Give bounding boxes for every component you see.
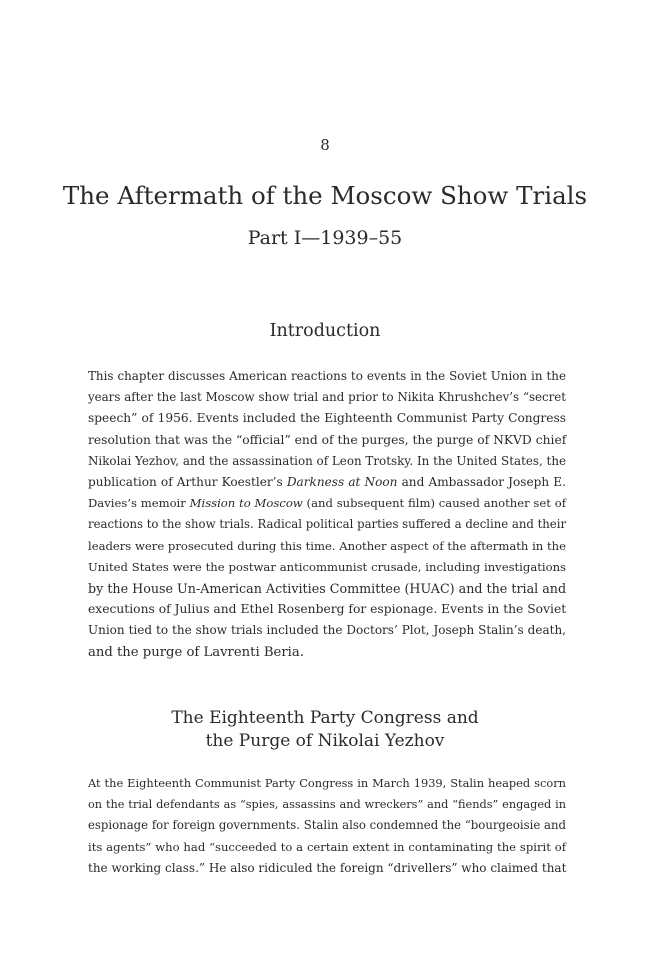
book-title-italic: Mission to Moscow [189, 496, 303, 511]
paragraph-line: Union tied to the show trials included the Doctors’ Plot, Joseph Stalin’s death, [88, 623, 566, 638]
paragraph-line: United States were the postwar anticommunist crusade, including investigations [88, 559, 566, 574]
section-paragraph [88, 773, 566, 879]
paragraph-line: its agents” who had “succeeded to a certain extent in contaminating the spirit of [88, 839, 566, 854]
paragraph-line [88, 472, 566, 493]
paragraph-line: espionage for foreign governments. Stalin also condemned the “bourgeoisie and [88, 818, 566, 833]
paragraph-line: the working class.” He also ridiculed the foreign “drivellers” who claimed that [88, 860, 567, 875]
paragraph-line: This chapter discusses American reactions to events in the Soviet Union in the [88, 369, 566, 383]
chapter-number: 8 [320, 136, 330, 154]
book-title-italic: Darkness at Noon [286, 475, 398, 490]
line-text: (and subsequent film) caused another set of [302, 496, 566, 511]
paragraph-line: on the trial defendants as “spies, assassins and wreckers” and “fiends” engaged in [88, 798, 566, 812]
section-heading-party-congress [0, 707, 650, 753]
line-text: Davies’s memoir [88, 496, 190, 511]
section-heading-line: the Purge of Nikolai Yezhov [205, 731, 445, 751]
paragraph-line: by the House Un-American Activities Committee (HUAC) and the trial and [88, 581, 567, 597]
line-text: and Ambassador Joseph E. [397, 475, 566, 490]
section-heading-line: The Eighteenth Party Congress and [171, 708, 479, 728]
chapter-title: The Aftermath of the Moscow Show Trials [62, 181, 588, 210]
paragraph-line: At the Eighteenth Communist Party Congress in March 1939, Stalin heaped scorn [88, 776, 566, 790]
paragraph-line: years after the last Moscow show trial and prior to Nikita Khrushchev’s “secret [88, 390, 566, 405]
paragraph-line: and the purge of Lavrenti Beria. [88, 644, 304, 660]
section-heading-introduction: Introduction [269, 321, 381, 341]
paragraph-line: reactions to the show trials. Radical political parties suffered a decline and their [88, 517, 567, 532]
line-text: publication of Arthur Koestler’s [88, 475, 287, 490]
paragraph-line: executions of Julius and Ethel Rosenberg for espionage. Events in the Soviet [88, 602, 567, 617]
paragraph-line: speech” of 1956. Events included the Eighteenth Communist Party Congress [88, 411, 566, 426]
introduction-paragraph [88, 366, 566, 663]
paragraph-line [88, 493, 566, 514]
paragraph-line: resolution that was the “official” end of the purges, the purge of NKVD chief [88, 432, 567, 447]
chapter-subtitle: Part I—1939–55 [247, 227, 403, 249]
paragraph-line: Nikolai Yezhov, and the assassination of Leon Trotsky. In the United States, the [88, 453, 567, 468]
paragraph-line: leaders were prosecuted during this time. Another aspect of the aftermath in the [88, 538, 566, 553]
